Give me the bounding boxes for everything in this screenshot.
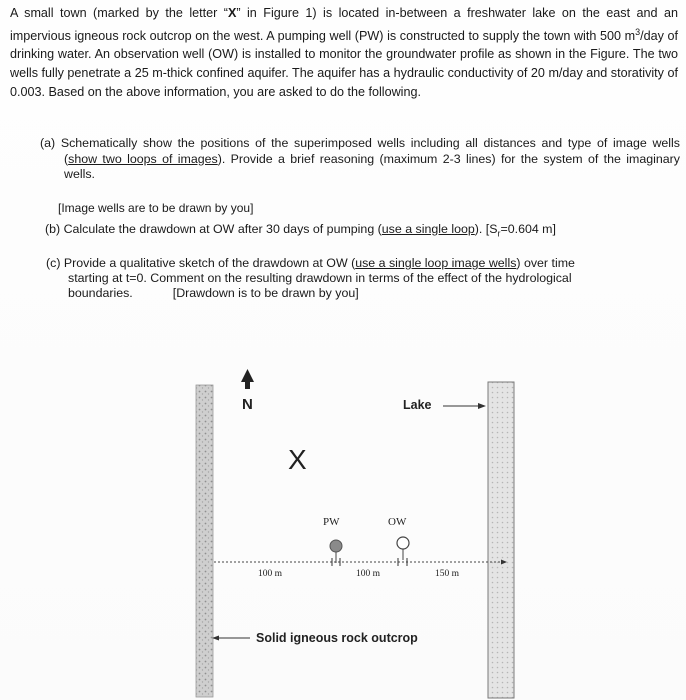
rock-outcrop-label: Solid igneous rock outcrop bbox=[256, 631, 418, 645]
question-a-lead: (a) Schematically show the positions of the superimposed wells including all distances and type of image wells ( bbox=[40, 136, 680, 166]
intro-superscript: 3 bbox=[635, 26, 641, 37]
question-b-subscript: r bbox=[497, 228, 501, 239]
intro-text-1: A small town (marked by the letter “ bbox=[10, 6, 228, 20]
question-c bbox=[46, 256, 656, 301]
question-b-lead: (b) Calculate the drawdown at OW after 30 days of pumping ( bbox=[45, 222, 382, 236]
question-a-tail: ). Provide a brief reasoning (maximum 2-3 lines) for the system of the imaginary wells. bbox=[64, 151, 680, 182]
question-b-underlined: use a single loop bbox=[381, 222, 475, 236]
observation-well-icon bbox=[397, 537, 409, 549]
intro-text-2: ” in Figure 1) is located in-between a freshwater lake on the east and an impervious igneous rock outcrop on the west. A pumping well (PW) is constructed to supply the town with 500 m bbox=[10, 6, 678, 43]
question-a-underlined: show two loops of images bbox=[68, 151, 218, 166]
intro-text-3: /day of drinking water. An observation well (OW) is installed to monitor the groundwater profile as shown in the Figure. The two wells fully penetrate a 25 m-thick confined aquifer. The aquifer has a hydraulic conductivity of 20 m/day and storativity of 0.003. Based on the above information, you are asked to do the following. bbox=[10, 28, 678, 99]
distance-right-label: 150 m bbox=[435, 569, 460, 579]
question-a-note: [Image wells are to be drawn by you] bbox=[58, 201, 254, 215]
ow-label: OW bbox=[388, 516, 407, 528]
question-c-underlined: use a single loop image wells bbox=[355, 256, 517, 270]
question-b-tail-2: =0.604 m] bbox=[500, 222, 556, 236]
intro-town-letter: X bbox=[227, 6, 237, 20]
distance-left-label: 100 m bbox=[258, 569, 283, 579]
question-a bbox=[40, 136, 680, 183]
question-b bbox=[45, 222, 675, 242]
north-arrow-icon bbox=[241, 369, 254, 389]
question-c-line-2: starting at t=0. Comment on the resulting drawdown in terms of the effect of the hydrological bbox=[68, 271, 572, 285]
lake-label: Lake bbox=[403, 398, 432, 412]
question-b-tail: ). [S bbox=[474, 222, 498, 236]
figure-drawing bbox=[0, 360, 686, 700]
pw-label: PW bbox=[323, 516, 340, 528]
rock-arrow-icon bbox=[212, 636, 250, 641]
north-label: N bbox=[242, 396, 253, 413]
lake-strip bbox=[488, 382, 514, 698]
question-c-line-1 bbox=[46, 256, 656, 271]
town-marker: X bbox=[288, 444, 307, 475]
question-c-tail: ) over time bbox=[516, 256, 575, 270]
question-c-note: [Drawdown is to be drawn by you] bbox=[172, 286, 359, 300]
rock-outcrop bbox=[196, 385, 213, 697]
figure-1 bbox=[0, 360, 686, 700]
distance-mid-label: 100 m bbox=[356, 569, 381, 579]
lake-arrow-icon bbox=[443, 403, 486, 409]
pumping-well-icon bbox=[330, 540, 342, 552]
question-c-lead: (c) Provide a qualitative sketch of the drawdown at OW ( bbox=[46, 256, 356, 270]
question-c-line-3 bbox=[46, 286, 656, 301]
question-c-boundaries: boundaries. bbox=[68, 286, 133, 300]
intro-paragraph bbox=[10, 4, 678, 101]
